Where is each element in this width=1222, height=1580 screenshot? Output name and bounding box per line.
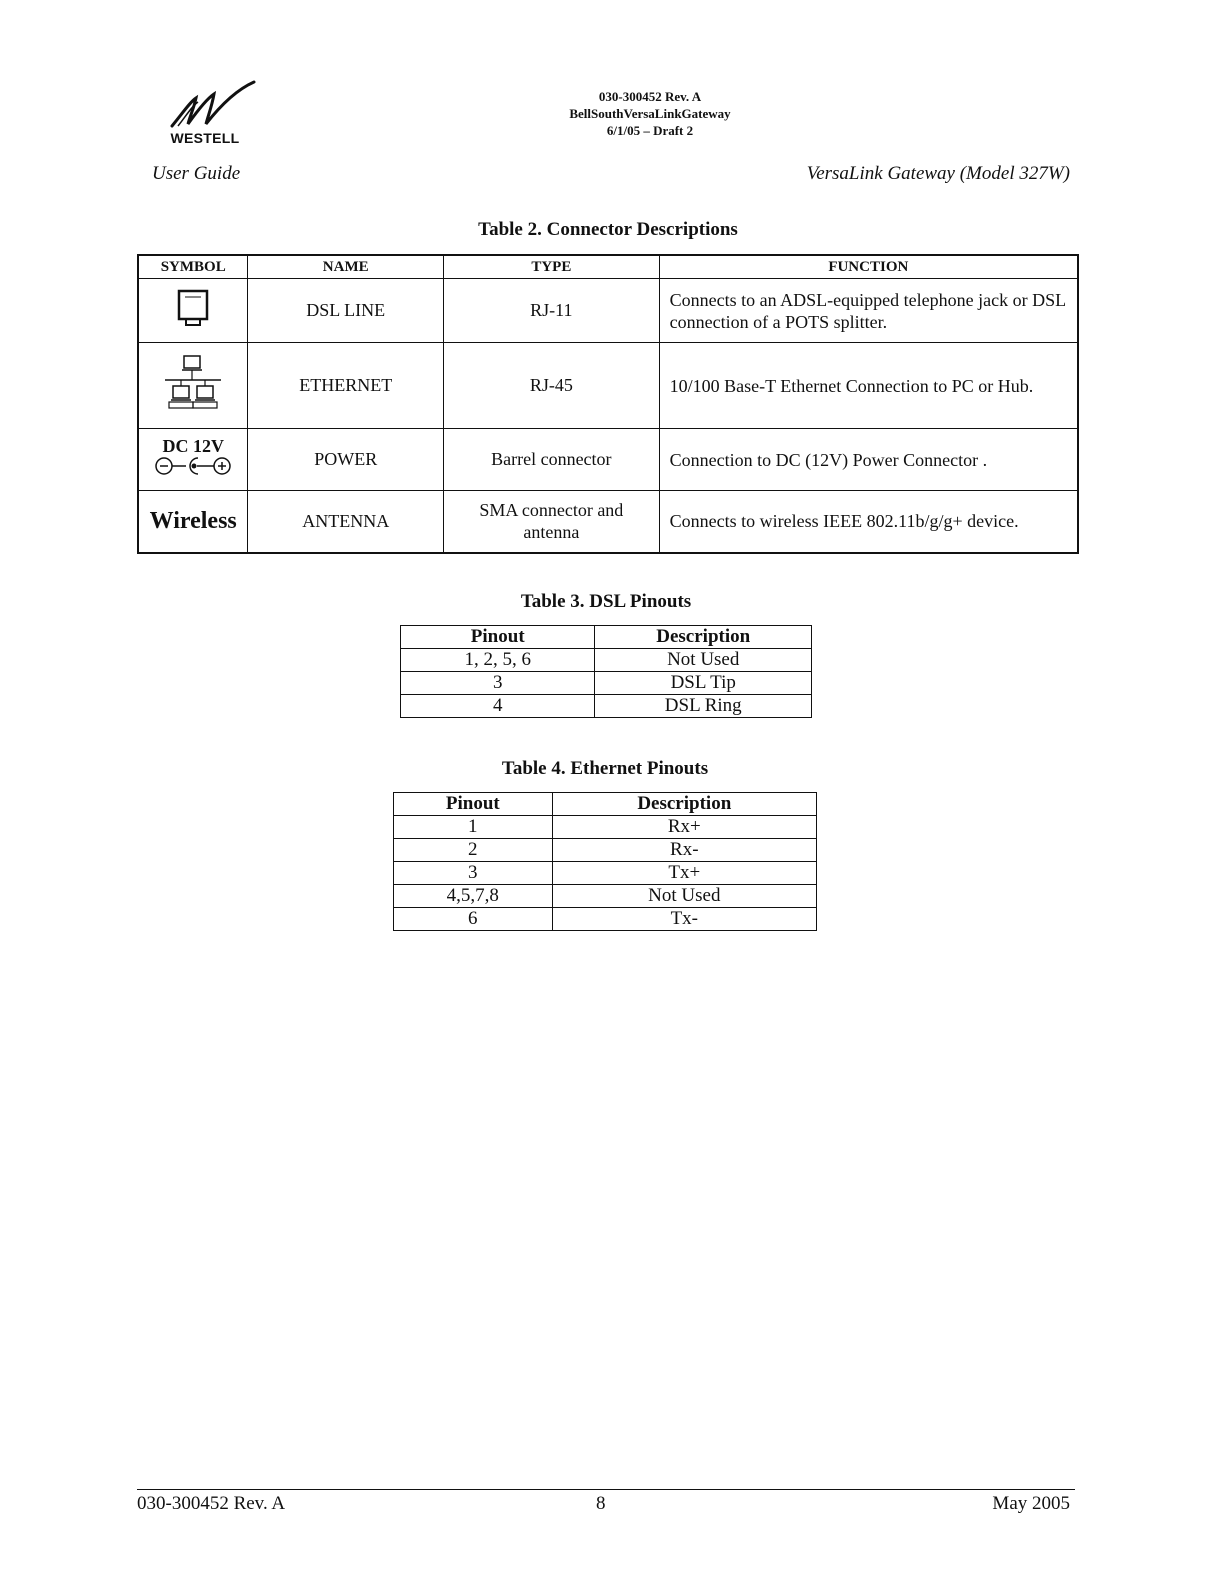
symbol-cell <box>138 279 248 343</box>
table-row <box>401 695 812 718</box>
table-row <box>394 816 817 839</box>
table-row <box>138 279 1078 343</box>
name-cell: ANTENNA <box>248 491 444 553</box>
ethernet-pinouts-table <box>393 792 817 931</box>
dsl-pinouts-table <box>400 625 812 718</box>
pinout-cell: 2 <box>394 839 553 862</box>
pinout-cell: 6 <box>394 908 553 931</box>
wireless-label: Wireless <box>138 491 248 553</box>
description-cell: DSL Tip <box>595 672 812 695</box>
description-cell: Tx+ <box>552 862 816 885</box>
description-cell: DSL Ring <box>595 695 812 718</box>
type-cell: RJ-45 <box>444 343 660 429</box>
doc-date: 6/1/05 – Draft 2 <box>606 123 694 138</box>
pinout-cell: 3 <box>401 672 595 695</box>
function-cell: Connection to DC (12V) Power Connector . <box>659 429 1078 491</box>
description-cell: Not Used <box>552 885 816 908</box>
type-cell: RJ-11 <box>444 279 660 343</box>
description-cell: Tx- <box>552 908 816 931</box>
table-header-row <box>138 255 1078 279</box>
type-cell: SMA connector and antenna <box>444 491 660 553</box>
pinout-cell: 3 <box>394 862 553 885</box>
left-running-title: User Guide <box>152 163 241 184</box>
pinout-cell: 4,5,7,8 <box>394 885 553 908</box>
document-meta <box>450 88 850 139</box>
footer-date: May 2005 <box>992 1493 1070 1514</box>
column-header: SYMBOL <box>138 255 248 279</box>
name-cell: DSL LINE <box>248 279 444 343</box>
symbol-cell <box>138 429 248 491</box>
polarity-icon <box>153 455 233 477</box>
doc-number: 030-300452 Rev. A <box>598 89 702 104</box>
table4-caption: Table 4. Ethernet Pinouts <box>501 758 709 779</box>
function-cell: 10/100 Base-T Ethernet Connection to PC or Hub. <box>659 343 1078 429</box>
column-header: Pinout <box>401 626 595 649</box>
column-header: NAME <box>248 255 444 279</box>
pinout-cell: 1 <box>394 816 553 839</box>
brand-name: WESTELL <box>170 130 240 146</box>
table-row <box>138 429 1078 491</box>
name-cell: POWER <box>248 429 444 491</box>
table-row <box>138 491 1078 553</box>
table-row <box>401 649 812 672</box>
table-row <box>138 343 1078 429</box>
name-cell: ETHERNET <box>248 343 444 429</box>
table3-caption: Table 3. DSL Pinouts <box>520 591 692 612</box>
phone-jack-icon <box>176 288 210 328</box>
doc-product: BellSouthVersaLinkGateway <box>569 106 731 121</box>
description-cell: Not Used <box>595 649 812 672</box>
table-row <box>394 839 817 862</box>
type-cell: Barrel connector <box>444 429 660 491</box>
description-cell: Rx+ <box>552 816 816 839</box>
westell-logo-mark <box>168 80 258 132</box>
dc-label: DC 12V <box>162 436 224 456</box>
column-header: Description <box>595 626 812 649</box>
page-number: 8 <box>596 1493 606 1514</box>
symbol-cell <box>138 343 248 429</box>
table-header-row <box>401 626 812 649</box>
table-header-row <box>394 793 817 816</box>
column-header: FUNCTION <box>659 255 1078 279</box>
table-row <box>401 672 812 695</box>
column-header: TYPE <box>444 255 660 279</box>
column-header: Description <box>552 793 816 816</box>
function-cell: Connects to wireless IEEE 802.11b/g/g+ device. <box>659 491 1078 553</box>
pinout-cell: 4 <box>401 695 595 718</box>
description-cell: Rx- <box>552 839 816 862</box>
function-cell: Connects to an ADSL-equipped telephone jack or DSL connection of a POTS splitter. <box>659 279 1078 343</box>
table-row <box>394 862 817 885</box>
right-running-title: VersaLink Gateway (Model 327W) <box>806 163 1070 184</box>
table-row <box>394 885 817 908</box>
footer-doc-number: 030-300452 Rev. A <box>137 1493 286 1514</box>
table-row <box>394 908 817 931</box>
pinout-cell: 1, 2, 5, 6 <box>401 649 595 672</box>
table2-caption: Table 2. Connector Descriptions <box>478 219 738 240</box>
connector-table <box>137 254 1079 554</box>
column-header: Pinout <box>394 793 553 816</box>
footer-rule <box>137 1489 1075 1490</box>
network-icon <box>161 354 225 412</box>
westell-logo <box>150 80 260 150</box>
